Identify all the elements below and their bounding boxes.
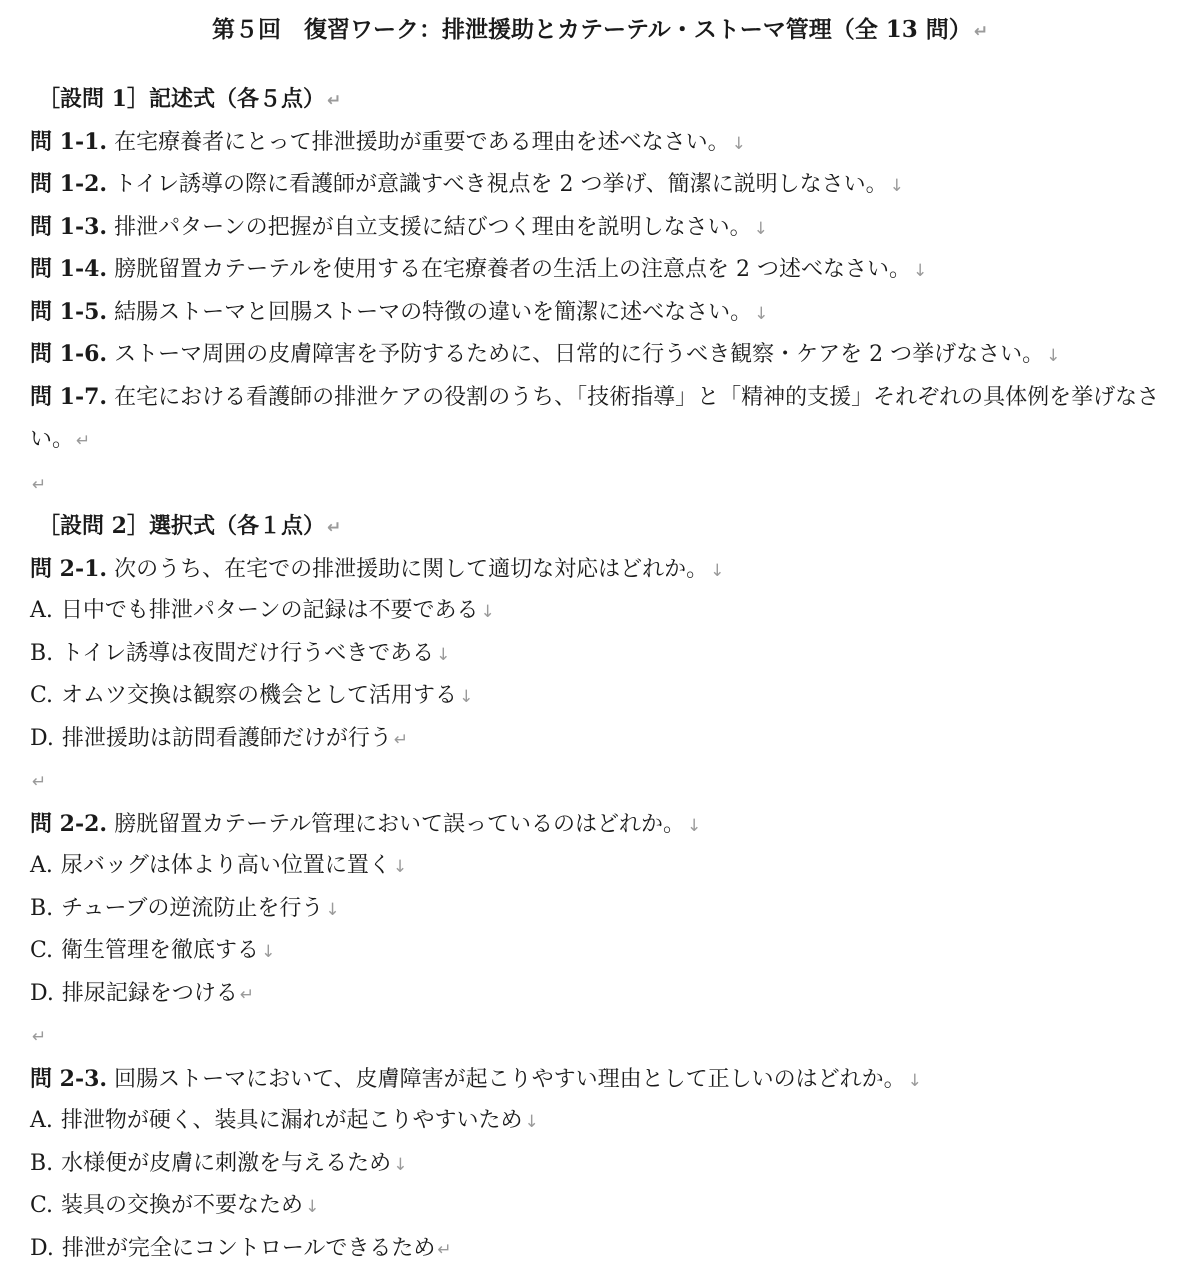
option-text: 衛生管理を徹底する: [61, 938, 260, 963]
question-1-3: [30, 206, 1170, 249]
option-letter: C.: [30, 1193, 54, 1218]
question-1-4: [30, 248, 1170, 291]
question-text: 結腸ストーマと回腸ストーマの特徴の違いを簡潔に述べなさい。: [114, 299, 753, 325]
option-2-3-b: [30, 1143, 1170, 1186]
line-break-mark: ↓: [754, 303, 769, 324]
line-break-mark: ↓: [753, 218, 768, 239]
question-1-7: [30, 376, 1170, 463]
question-number: 問 2-3.: [30, 1065, 108, 1092]
line-break-mark: ↓: [305, 1197, 320, 1217]
question-1-6: [30, 333, 1170, 376]
question-2-3: [30, 1058, 1170, 1101]
option-letter: A.: [30, 598, 53, 623]
option-2-2-d: [30, 973, 1170, 1016]
line-break-mark: ↓: [1046, 346, 1061, 366]
paragraph-mark: ↵: [437, 1239, 452, 1260]
question-1-2: [30, 163, 1170, 206]
option-text: チューブの逆流防止を行う: [61, 895, 324, 921]
question-text: トイレ誘導の際に看護師が意識すべき視点を 2 つ挙げ、簡潔に説明しなさい。: [114, 172, 888, 197]
question-number: 問 2-1.: [30, 555, 108, 582]
line-break-mark: ↓: [524, 1112, 539, 1132]
question-text: 在宅療養者にとって排泄援助が重要である理由を述べなさい。: [114, 129, 730, 155]
question-text: 回腸ストーマにおいて、皮膚障害が起こりやすい理由として正しいのはどれか。: [114, 1066, 906, 1092]
option-letter: B.: [30, 1150, 54, 1176]
question-number: 問 1-2.: [30, 171, 108, 197]
blank-line: [30, 1015, 1170, 1058]
question-text: ストーマ周囲の皮膚障害を予防するために、日常的に行うべき観察・ケアを 2 つ挙げなさい。: [114, 342, 1045, 367]
document-page: [0, 15, 1200, 1286]
paragraph-mark: ↵: [393, 729, 409, 750]
section1-heading: [30, 78, 1170, 121]
option-letter: A.: [30, 853, 53, 878]
question-1-1: [30, 121, 1170, 164]
line-break-mark: ↓: [325, 899, 340, 920]
question-number: 問 1-4.: [30, 256, 108, 282]
question-number: 問 1-3.: [30, 213, 108, 240]
line-break-mark: ↓: [436, 644, 451, 665]
paragraph-mark: ↵: [32, 474, 47, 495]
paragraph-mark: ↵: [973, 22, 989, 42]
question-number: 問 1-1.: [30, 128, 108, 155]
line-break-mark: ↓: [907, 1070, 922, 1091]
option-2-3-c: [30, 1185, 1170, 1228]
question-2-2: [30, 803, 1170, 846]
option-letter: D.: [30, 1235, 54, 1261]
paragraph-mark: ↵: [32, 772, 47, 792]
option-text: 尿バッグは体より高い位置に置く: [60, 853, 391, 878]
option-2-1-c: [30, 675, 1170, 718]
blank-line: [30, 463, 1170, 506]
question-text: 在宅における看護師の排泄ケアの役割のうち、「技術指導」と「精神的支援」それぞれの具体例を挙げなさい。: [30, 384, 1160, 452]
option-2-1-d: [30, 718, 1170, 761]
line-break-mark: ↓: [393, 1154, 408, 1175]
option-text: 排泄が完全にコントロールできるため: [61, 1235, 436, 1261]
option-2-3-d: [30, 1228, 1170, 1271]
question-text: 排泄パターンの把握が自立支援に結びつく理由を説明しなさい。: [114, 214, 752, 240]
option-letter: C.: [30, 938, 54, 963]
question-number: 問 1-6.: [30, 341, 108, 367]
option-letter: B.: [30, 895, 54, 921]
option-letter: D.: [30, 980, 54, 1006]
option-2-2-c: [30, 930, 1170, 973]
section2-heading-text: ［設問 2］選択式（各１点）: [38, 513, 325, 539]
line-break-mark: ↓: [889, 176, 904, 196]
section2-heading: [30, 505, 1170, 548]
option-text: 装具の交換が不要なため: [61, 1193, 304, 1218]
title-text: 第５回 復習ワーク：排泄援助とカテーテル・ストーマ管理（全 13 問）: [211, 16, 972, 43]
line-break-mark: ↓: [480, 602, 495, 622]
option-2-1-a: [30, 590, 1170, 633]
option-letter: C.: [30, 683, 54, 708]
line-break-mark: ↓: [731, 133, 746, 154]
question-text: 膀胱留置カテーテルを使用する在宅療養者の生活上の注意点を 2 つ述べなさい。: [114, 257, 911, 282]
paragraph-mark: ↵: [76, 431, 91, 451]
line-break-mark: ↓: [392, 857, 408, 877]
line-break-mark: ↓: [261, 942, 276, 962]
paragraph-mark: ↵: [239, 984, 255, 1005]
option-2-1-b: [30, 633, 1170, 676]
option-2-3-a: [30, 1100, 1170, 1143]
line-break-mark: ↓: [459, 687, 474, 707]
question-2-1: [30, 548, 1170, 591]
paragraph-mark: ↵: [326, 518, 342, 538]
question-text: 膀胱留置カテーテル管理において誤っているのはどれか。: [114, 811, 685, 837]
option-text: 日中でも排泄パターンの記録は不要である: [60, 598, 479, 623]
option-letter: D.: [30, 725, 54, 751]
line-break-mark: ↓: [710, 560, 725, 581]
section1-heading-text: ［設問 1］記述式（各５点）: [38, 86, 325, 112]
option-letter: A.: [30, 1108, 53, 1133]
question-1-5: [30, 291, 1170, 334]
blank-line: [30, 760, 1170, 803]
option-2-2-a: [30, 845, 1170, 888]
option-text: 排泄物が硬く、装具に漏れが起こりやすいため: [60, 1108, 523, 1133]
paragraph-mark: ↵: [326, 91, 342, 111]
question-number: 問 1-7.: [30, 383, 108, 410]
document-title: [30, 15, 1170, 45]
option-letter: B.: [30, 640, 54, 666]
question-text: 次のうち、在宅での排泄援助に関して適切な対応はどれか。: [114, 556, 709, 582]
option-text: 水様便が皮膚に刺激を与えるため: [61, 1150, 392, 1176]
line-break-mark: ↓: [686, 815, 702, 836]
option-text: オムツ交換は観察の機会として活用する: [61, 683, 458, 708]
option-2-2-b: [30, 888, 1170, 931]
option-text: トイレ誘導は夜間だけ行うべきである: [61, 640, 435, 666]
question-number: 問 2-2.: [30, 810, 108, 837]
paragraph-mark: ↵: [32, 1027, 47, 1047]
line-break-mark: ↓: [912, 261, 928, 281]
question-number: 問 1-5.: [30, 298, 108, 325]
option-text: 排泄援助は訪問看護師だけが行う: [61, 725, 392, 751]
option-text: 排尿記録をつける: [61, 980, 238, 1006]
